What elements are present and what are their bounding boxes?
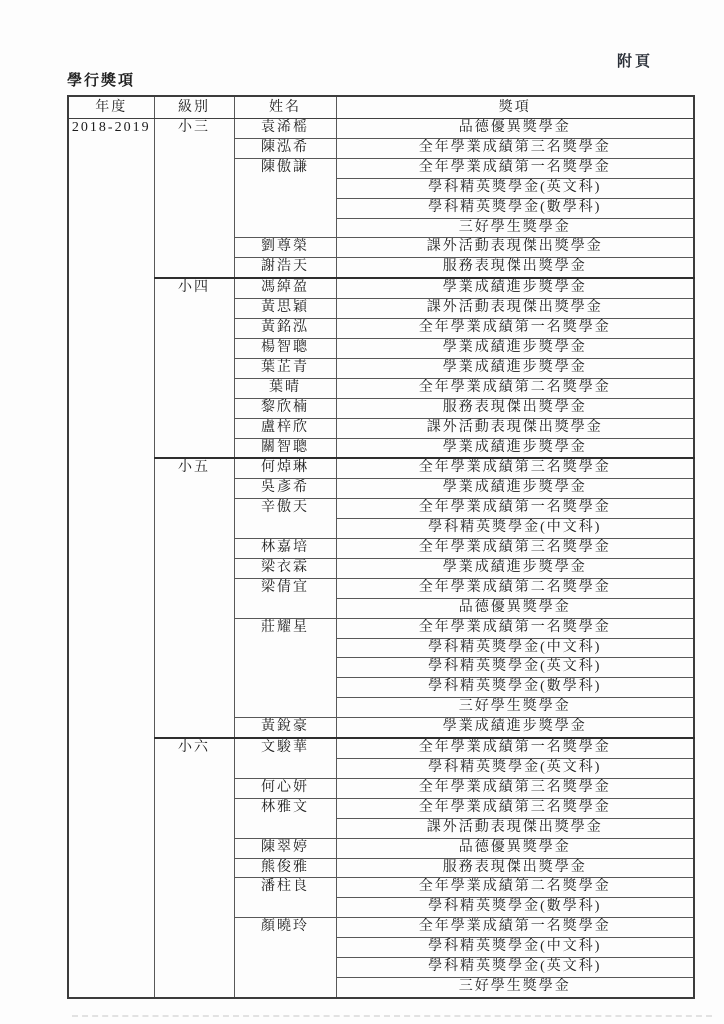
name-cell: 顏曉玲 — [234, 918, 336, 998]
name-cell: 林雅文 — [234, 798, 336, 838]
award-cell: 學業成績進步獎學金 — [336, 278, 694, 298]
header-year: 年度 — [68, 96, 154, 119]
name-cell: 文駿華 — [234, 738, 336, 778]
name-cell: 梁倩宜 — [234, 578, 336, 618]
header-grade: 級別 — [154, 96, 234, 119]
name-cell: 黃銳豪 — [234, 718, 336, 738]
award-cell: 品德優異獎學金 — [336, 838, 694, 858]
name-cell: 葉芷青 — [234, 358, 336, 378]
award-cell: 學科精英獎學金(英文科) — [336, 958, 694, 978]
award-cell: 學科精英獎學金(數學科) — [336, 678, 694, 698]
table-row — [68, 738, 694, 758]
name-cell: 楊智聰 — [234, 338, 336, 358]
name-cell: 袁浠榣 — [234, 119, 336, 139]
award-cell: 學科精英獎學金(中文科) — [336, 519, 694, 539]
scan-artifact-line — [72, 1015, 712, 1017]
grade-cell: 小三 — [154, 119, 234, 279]
award-cell: 學科精英獎學金(英文科) — [336, 658, 694, 678]
name-cell: 潘柱良 — [234, 878, 336, 918]
grade-cell: 小五 — [154, 458, 234, 738]
awards-table — [67, 95, 695, 999]
award-cell: 全年學業成績第二名獎學金 — [336, 578, 694, 598]
award-cell: 學科精英獎學金(英文科) — [336, 178, 694, 198]
award-cell: 學科精英獎學金(數學科) — [336, 198, 694, 218]
award-cell: 學業成績進步獎學金 — [336, 558, 694, 578]
name-cell: 劉尊榮 — [234, 238, 336, 258]
award-cell: 全年學業成績第一名獎學金 — [336, 618, 694, 638]
award-cell: 學科精英獎學金(數學科) — [336, 898, 694, 918]
header-name: 姓名 — [234, 96, 336, 119]
table-row — [68, 458, 694, 478]
award-cell: 全年學業成績第三名獎學金 — [336, 798, 694, 818]
table-row — [68, 119, 694, 139]
award-cell: 課外活動表現傑出獎學金 — [336, 418, 694, 438]
award-cell: 課外活動表現傑出獎學金 — [336, 299, 694, 319]
award-cell: 課外活動表現傑出獎學金 — [336, 818, 694, 838]
name-cell: 林嘉培 — [234, 539, 336, 559]
table-row — [68, 278, 694, 298]
page-corner-label: 附頁 — [617, 54, 654, 70]
name-cell: 陳泓希 — [234, 138, 336, 158]
name-cell: 黃思穎 — [234, 299, 336, 319]
award-cell: 服務表現傑出獎學金 — [336, 258, 694, 278]
award-cell: 服務表現傑出獎學金 — [336, 858, 694, 878]
award-cell: 全年學業成績第一名獎學金 — [336, 499, 694, 519]
name-cell: 盧梓欣 — [234, 418, 336, 438]
award-cell: 全年學業成績第一名獎學金 — [336, 158, 694, 178]
page-title: 學行獎項 — [67, 73, 136, 89]
name-cell: 何焯琳 — [234, 458, 336, 478]
name-cell: 謝浩天 — [234, 258, 336, 278]
award-cell: 全年學業成績第一名獎學金 — [336, 319, 694, 339]
year-cell: 2018-2019 — [68, 119, 154, 998]
award-cell: 全年學業成績第二名獎學金 — [336, 378, 694, 398]
award-cell: 學科精英獎學金(英文科) — [336, 759, 694, 779]
name-cell: 莊耀星 — [234, 618, 336, 718]
award-cell: 全年學業成績第二名獎學金 — [336, 878, 694, 898]
award-cell: 三好學生獎學金 — [336, 218, 694, 238]
award-cell: 學業成績進步獎學金 — [336, 338, 694, 358]
name-cell: 陳翠婷 — [234, 838, 336, 858]
name-cell: 梁衣霖 — [234, 558, 336, 578]
awards-table-body — [68, 119, 694, 998]
name-cell: 黃銘泓 — [234, 319, 336, 339]
award-cell: 三好學生獎學金 — [336, 698, 694, 718]
award-cell: 全年學業成績第三名獎學金 — [336, 778, 694, 798]
header-award: 獎項 — [336, 96, 694, 119]
name-cell: 葉晴 — [234, 378, 336, 398]
award-cell: 全年學業成績第三名獎學金 — [336, 458, 694, 478]
award-cell: 學業成績進步獎學金 — [336, 438, 694, 458]
name-cell: 馮綽盈 — [234, 278, 336, 298]
award-cell: 學業成績進步獎學金 — [336, 718, 694, 738]
grade-cell: 小四 — [154, 278, 234, 458]
award-cell: 全年學業成績第一名獎學金 — [336, 738, 694, 758]
name-cell: 陳傲謙 — [234, 158, 336, 238]
award-cell: 學業成績進步獎學金 — [336, 358, 694, 378]
award-cell: 課外活動表現傑出獎學金 — [336, 238, 694, 258]
award-cell: 學科精英獎學金(中文科) — [336, 938, 694, 958]
award-cell: 全年學業成績第一名獎學金 — [336, 918, 694, 938]
table-header-row — [68, 96, 694, 119]
name-cell: 何心妍 — [234, 778, 336, 798]
name-cell: 辛傲天 — [234, 499, 336, 539]
award-cell: 學業成績進步獎學金 — [336, 479, 694, 499]
award-cell: 服務表現傑出獎學金 — [336, 398, 694, 418]
award-cell: 全年學業成績第三名獎學金 — [336, 138, 694, 158]
award-cell: 三好學生獎學金 — [336, 977, 694, 997]
award-cell: 品德優異獎學金 — [336, 598, 694, 618]
award-cell: 全年學業成績第三名獎學金 — [336, 539, 694, 559]
award-cell: 學科精英獎學金(中文科) — [336, 638, 694, 658]
name-cell: 黎欣楠 — [234, 398, 336, 418]
name-cell: 關智聰 — [234, 438, 336, 458]
name-cell: 吳彥希 — [234, 479, 336, 499]
name-cell: 熊俊雅 — [234, 858, 336, 878]
grade-cell: 小六 — [154, 738, 234, 998]
award-cell: 品德優異獎學金 — [336, 119, 694, 139]
